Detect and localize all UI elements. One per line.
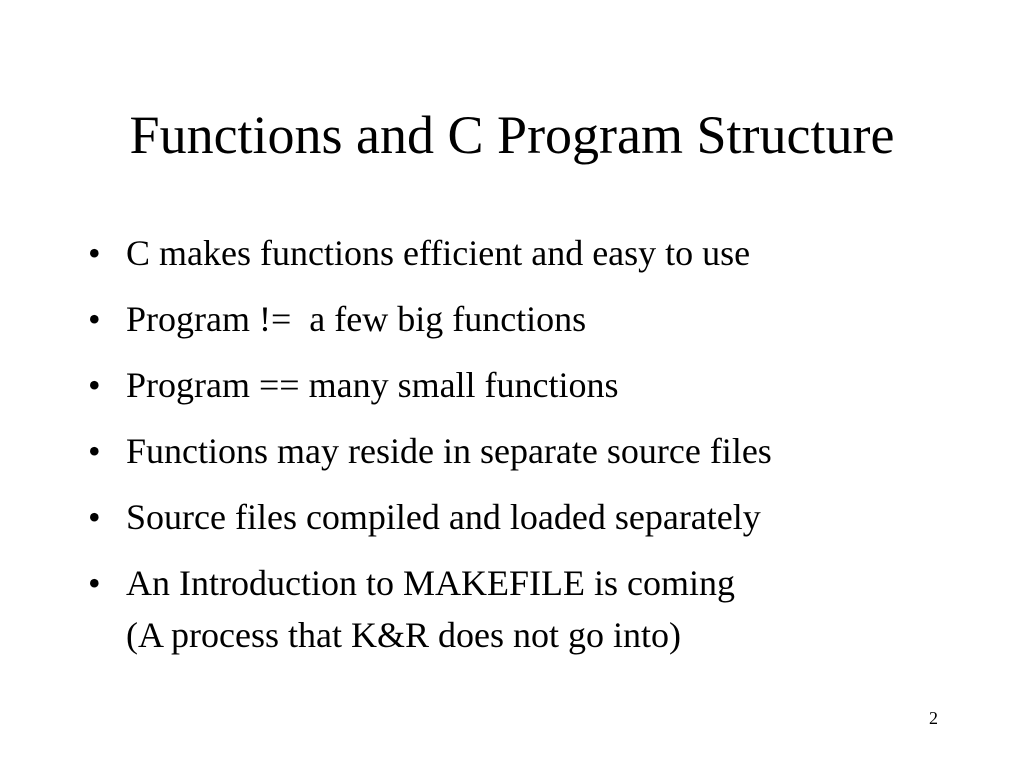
bullet-marker: • — [88, 365, 101, 405]
bullet-item — [88, 424, 988, 478]
bullet-marker: • — [88, 431, 101, 471]
page-number: 2 — [929, 708, 938, 728]
bullet-marker: • — [88, 299, 101, 339]
bullet-item — [88, 490, 988, 544]
bullet-text: Functions may reside in separate source files — [126, 431, 772, 471]
bullet-list — [88, 226, 988, 674]
bullet-item — [88, 292, 988, 346]
bullet-item — [88, 226, 988, 280]
bullet-text: Program == many small functions — [126, 365, 619, 405]
bullet-marker: • — [88, 497, 101, 537]
bullet-text: C makes functions efficient and easy to use — [126, 233, 751, 273]
bullet-item — [88, 358, 988, 412]
bullet-text: Source files compiled and loaded separately — [126, 497, 761, 537]
bullet-marker: • — [88, 233, 101, 273]
bullet-continuation-text: (A process that K&R does not go into) — [126, 615, 681, 655]
bullet-text: An Introduction to MAKEFILE is coming — [126, 563, 735, 603]
bullet-text: Program != a few big functions — [126, 299, 587, 339]
bullet-marker: • — [88, 563, 101, 603]
bullet-item — [88, 556, 988, 662]
slide-title: Functions and C Program Structure — [129, 105, 895, 165]
